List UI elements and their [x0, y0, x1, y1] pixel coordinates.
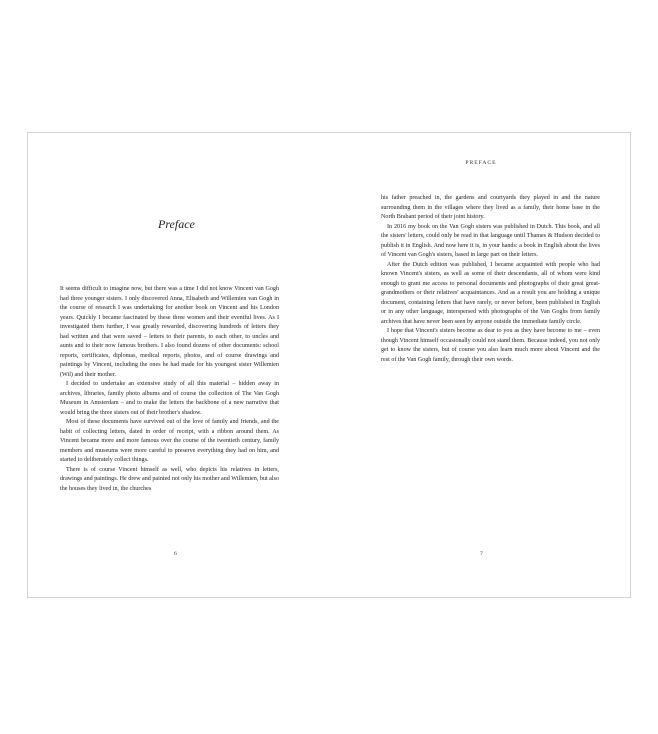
page-number-right: 7: [480, 551, 483, 557]
page-number-left: 6: [174, 551, 177, 557]
chapter-title: Preface: [158, 217, 195, 231]
running-head: PREFACE: [465, 160, 497, 166]
right-body-text: [381, 194, 600, 365]
book-spread: [27, 132, 631, 598]
right-page: [330, 133, 632, 597]
left-body-text: [60, 285, 279, 494]
paragraph: After the Dutch edition was published, I became acquainted with people who had known Vincent's sisters, as well as some of their descendants, all of whom were kind enough to grant me access to personal documents and photographs of their great great-grandmothers or their relatives' acquaintances. And as a result you are holding a unique document, containing letters that have rarely, or never before, been published in English or in any other language, interspersed with photographs of the Van Goghs from family archives that have never been seen by anyone outside the immediate family circle.: [381, 261, 600, 325]
paragraph: I decided to undertake an extensive study of all this material – hidden away in archives, libraries, family photo albums and of course the collection of The Van Gogh Museum in Amsterdam – and to make the letters the backbone of a new narrative that would bring the three sisters out of their brother's shadow.: [60, 381, 279, 416]
paragraph: There is of course Vincent himself as well, who depicts his relatives in letters, drawings and paintings. He drew and painted not only his mother and Willemien, but also the houses they lived in, the churches: [60, 466, 279, 492]
paragraph: Most of these documents have survived out of the love of family and friends, and the habit of collecting letters, dated in order of receipt, with a ribbon around them. As Vincent became more and more famous over the course of the twentieth century, family members and museums were more careful to preserve everything they had on him, and started to deliberately collect things.: [60, 419, 279, 463]
paragraph: In 2016 my book on the Van Gogh sisters was published in Dutch. This book, and all the sisters' letters, could only be read in that language until Thames & Hudson decided to publish it in English. And now here it is, in your hands: a book in English about the lives of Vincent van Gogh's sisters, based in large part on their letters.: [381, 223, 600, 258]
paragraph: his father preached in, the gardens and courtyards they played in and the nature surrounding them in the villages where they lived as a family, their home base in the North Brabant period of their joint history.: [381, 195, 600, 220]
paragraph: I hope that Vincent's sisters become as dear to you as they have become to me – even though Vincent himself occasionally could not stand them. Because indeed, you not only get to know the sisters, but of course you also learn much more about Vincent and the rest of the Van Gogh family, through their own words.: [381, 328, 600, 363]
left-page: [28, 133, 330, 597]
paragraph: It seems difficult to imagine now, but there was a time I did not know Vincent van Gogh had three younger sisters. I only discovered Anna, Elisabeth and Willemien van Gogh in the course of research I was undertaking for another book on Vincent and his London years. Quickly I became fascinated by these three women and their eventful lives. As I investigated them further, I was greatly rewarded, discovering hundreds of letters they had written and that were saved – letters to their parents, to each other, to uncles and aunts and to their now famous brothers. I also found dozens of other documents: school reports, certificates, diplomas, medical reports, photos, and of course drawings and paintings by Vincent, including the ones he had made for his youngest sister Willemien (Wil) and their mother.: [60, 286, 279, 378]
